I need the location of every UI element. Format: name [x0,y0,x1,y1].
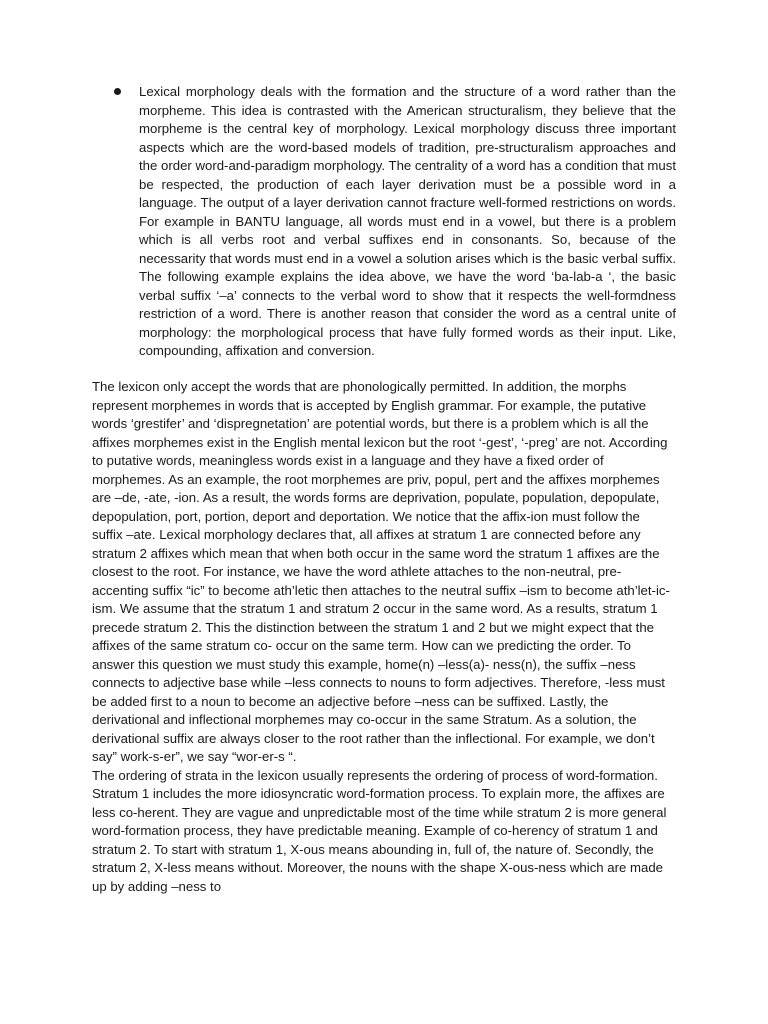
paragraph-ordering-of-strata: The ordering of strata in the lexicon usually represents the ordering of process of word-formation. Stratum 1 includes the more idiosyncratic word-formation process. To explain more, the affixes are less co-herent. They are vague and unpredictable most of the time while stratum 2 is more general word-formation process, they have predictable meaning. Example of co-herency of stratum 1 and stratum 2. To start with stratum 1, X-ous means abounding in, full of, the nature of. Secondly, the stratum 2, X-less means without. Moreover, the nouns with the shape X-ous-ness which are made up by adding –ness to [92,767,667,894]
paragraph-lexicon-phonology: The lexicon only accept the words that are phonologically permitted. In addition, the morphs represent morphemes in words that is accepted by English grammar. For example, the putative words ‘grestifer’ and ‘dispregnetation’ are potential words, but there is a problem which is all the affixes morphemes exist in the English mental lexicon but the root ‘-gest’, ‘-preg’ are not. According to putative words, meaningless words exist in a language and they have a fixed order of morphemes. As an example, the root morphemes are priv, popul, pert and the affixes morphemes are –de, -ate, -ion. As a result, the words forms are deprivation, populate, population, depopulate, depopulation, port, portion, deport and deportation. We notice that the affix-ion must follow the suffix –ate. Lexical morphology declares that, all affixes at stratum 1 are connected before any stratum 2 affixes which mean that when both occur in the same word the stratum 1 affixes are the closest to the root. For instance, we have the word athlete attaches to the non-neutral, pre-accenting suffix “ic” to become ath’letic then attaches to the neutral suffix –ism to become ath’let-ic-ism. We assume that the stratum 1 and stratum 2 occur in the same word. As a results, stratum 1 precede stratum 2. This the distinction between the stratum 1 and 2 but we might expect that the affixes of the same stratum co- occur on the same term. How can we predicting the order. To answer this question we must study this example, home(n) –less(a)- ness(n), the suffix –ness connects to adjective base while –less connects to nouns to form adjectives. Therefore, -less must be added first to a noun to become an adjective before –ness can be suffixed. Lastly, the derivational and inflectional morphemes may co-occur in the same Stratum. As a solution, the derivational suffix are always closer to the root rather than the inflectional. For example, we don’t say” work-s-er”, we say “wor-er-s “. [92,379,670,764]
body-text [92,378,674,896]
bullet-list-item [114,83,676,361]
bullet-point-icon [114,88,121,95]
bullet-paragraph: Lexical morphology deals with the formation and the structure of a word rather than the morpheme. This idea is contrasted with the American structuralism, they believe that the morpheme is the central key of morphology. Lexical morphology discuss three important aspects which are the word-based models of tradition, pre-structuralism approaches and the order word-and-paradigm morphology. The centrality of a word has a condition that must be respected, the production of each layer derivation must be a possible word in a language. The output of a layer derivation cannot fracture well-formed restrictions on words. For example in BANTU language, all words must end in a vowel, but there is a problem which is all verbs root and verbal suffixes end in consonants. So, because of the necessarity that words must end in a vowel a solution arises which is the basic verbal suffix. The following example explains the idea above, we have the word ‘ba-lab-a ‘, the basic verbal suffix ‘–a’ connects to the verbal word to show that it respects the well-formdness restriction of a word. There is another reason that consider the word as a central unite of morphology: the morphological process that have fully formed words as their input. Like, compounding, affixation and conversion. [139,84,676,358]
